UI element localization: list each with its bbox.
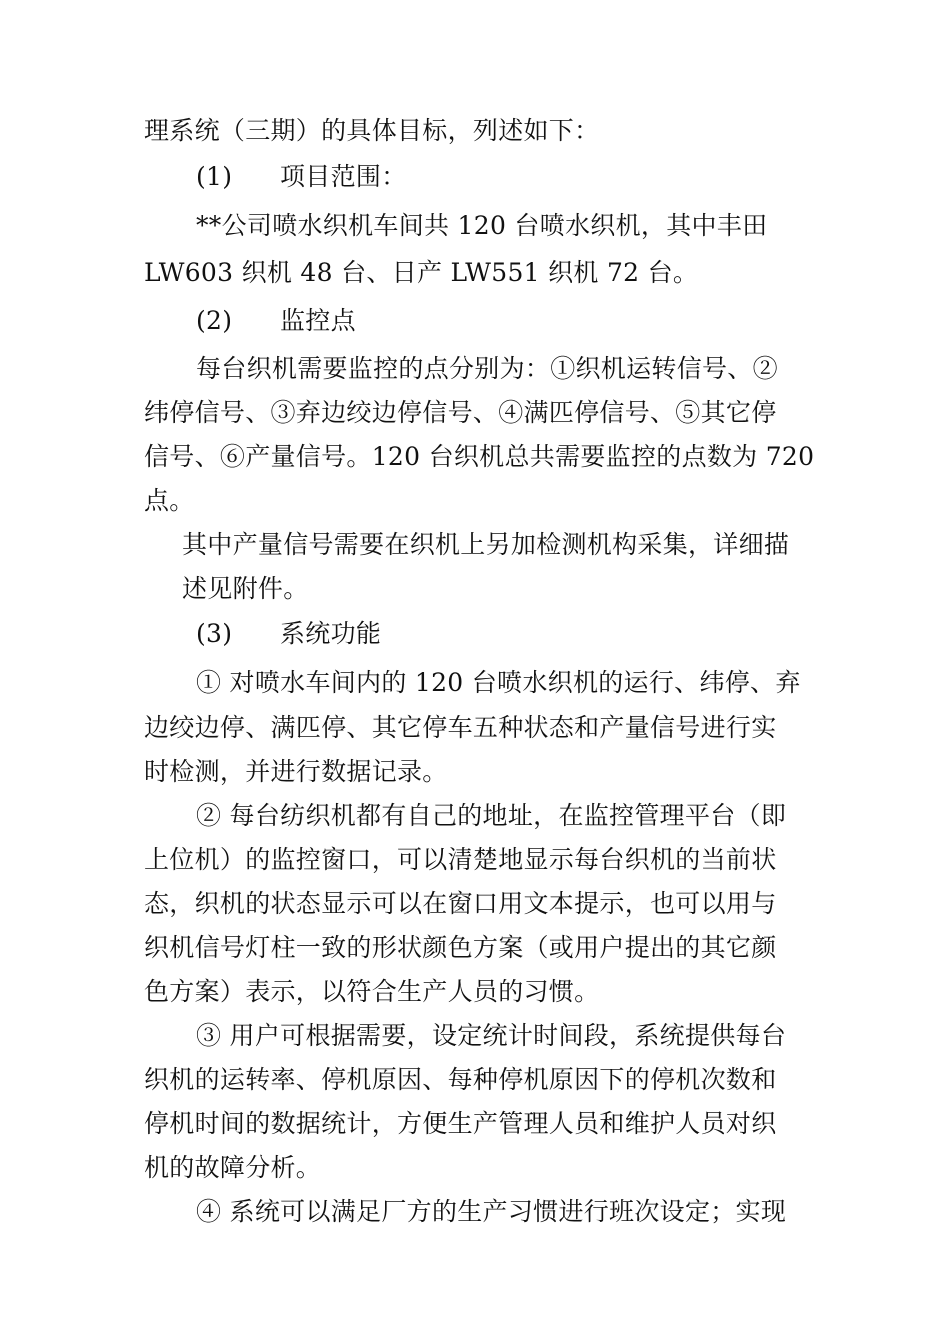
intro-tail-line: 理系统（三期）的具体目标，列述如下： (144, 116, 600, 145)
monitor-line: 纬停信号、③弃边绞边停信号、④满匹停信号、⑤其它停 (144, 398, 777, 427)
function-3-line: ③ 用户可根据需要，设定统计时间段，系统提供每台 (196, 1021, 787, 1050)
function-3-line: 停机时间的数据统计，方便生产管理人员和维护人员对织 (144, 1109, 777, 1138)
function-4-line: ④ 系统可以满足厂方的生产习惯进行班次设定；实现 (196, 1197, 787, 1226)
note-line: 其中产量信号需要在织机上另加检测机构采集，详细描 (182, 530, 790, 559)
function-2-line: 态，织机的状态显示可以在窗口用文本提示，也可以用与 (144, 889, 777, 918)
note-line: 述见附件。 (182, 574, 309, 603)
function-2-line: ② 每台纺织机都有自己的地址，在监控管理平台（即 (196, 801, 787, 830)
function-1-line: 时检测，并进行数据记录。 (144, 757, 448, 786)
section-3-number: (3) (196, 619, 233, 648)
section-3-heading (196, 617, 381, 651)
function-1-line: ① 对喷水车间内的 120 台喷水织机的运行、纬停、弃 (196, 668, 801, 697)
monitor-line: 点。 (144, 486, 195, 515)
monitor-line: 信号、⑥产量信号。120 台织机总共需要监控的点数为 720 (144, 442, 815, 471)
section-2-title: 监控点 (280, 306, 356, 335)
function-2-line: 织机信号灯柱一致的形状颜色方案（或用户提出的其它颜 (144, 933, 777, 962)
section-1-heading (196, 160, 407, 194)
section-2-number: (2) (196, 306, 233, 335)
scope-line: **公司喷水织机车间共 120 台喷水织机，其中丰田 (196, 211, 768, 240)
function-1-line: 边绞边停、满匹停、其它停车五种状态和产量信号进行实 (144, 713, 777, 742)
function-3-line: 织机的运转率、停机原因、每种停机原因下的停机次数和 (144, 1065, 777, 1094)
section-2-heading (196, 304, 356, 338)
section-1-title: 项目范围： (280, 162, 407, 191)
function-2-line: 色方案）表示，以符合生产人员的习惯。 (144, 977, 600, 1006)
section-3-title: 系统功能 (280, 619, 382, 648)
function-2-line: 上位机）的监控窗口，可以清楚地显示每台织机的当前状 (144, 845, 777, 874)
section-1-number: (1) (196, 162, 233, 191)
function-3-line: 机的故障分析。 (144, 1153, 322, 1182)
scope-line: LW603 织机 48 台、日产 LW551 织机 72 台。 (144, 258, 699, 287)
monitor-line: 每台织机需要监控的点分别为：①织机运转信号、② (196, 354, 778, 383)
